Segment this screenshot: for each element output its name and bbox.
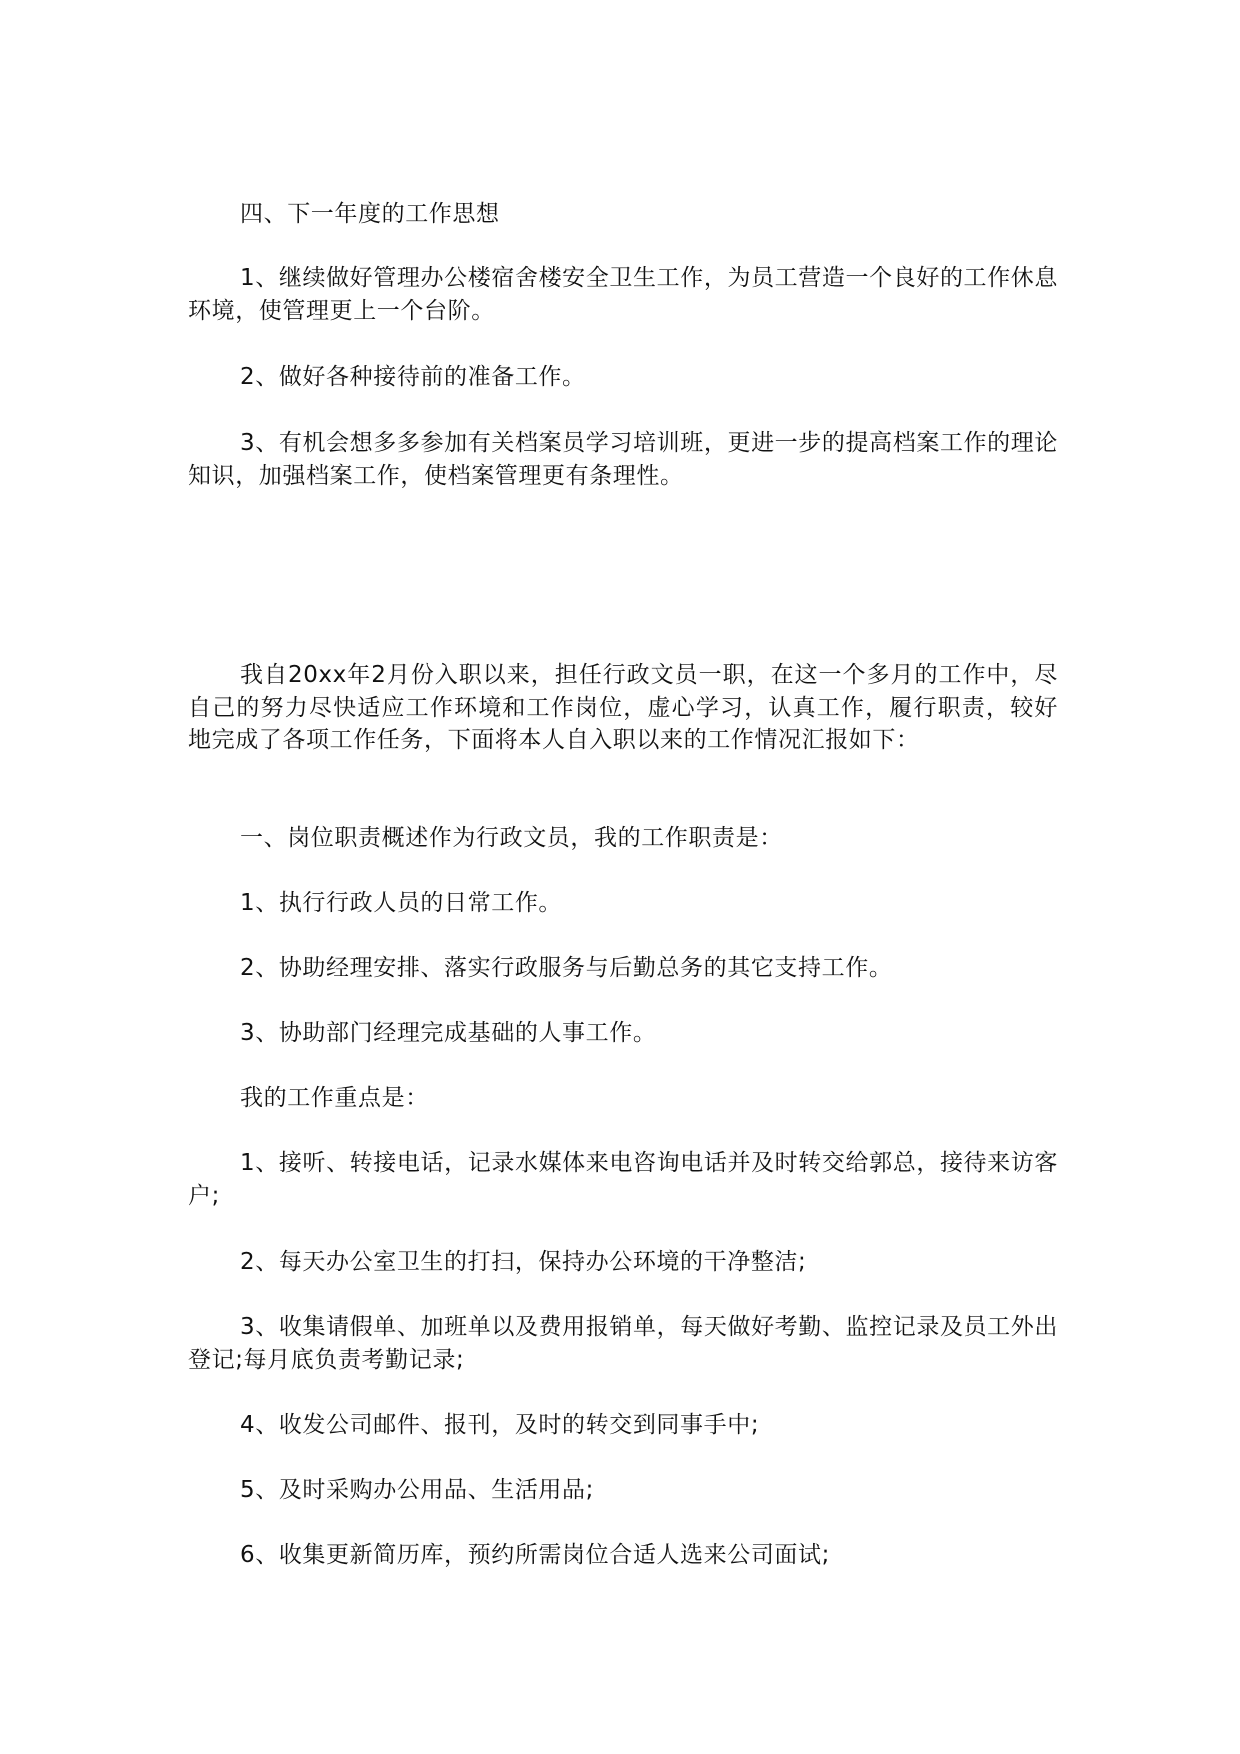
duty-item-2: 2、协助经理安排、落实行政服务与后勤总务的其它支持工作。 xyxy=(240,955,893,981)
plan-item-3: 3、有机会想多多参加有关档案员学习培训班，更进一步的提高档案工作的理论知识，加强档案工作，使档案管理更有条理性。 xyxy=(188,430,1058,489)
focus-item-3: 3、收集请假单、加班单以及费用报销单，每天做好考勤、监控记录及员工外出登记;每月底负责考勤记录; xyxy=(188,1314,1058,1373)
duty-item-1: 1、执行行政人员的日常工作。 xyxy=(240,890,563,916)
focus-item-5: 5、及时采购办公用品、生活用品; xyxy=(240,1477,594,1503)
focus-item-6: 6、收集更新简历库，预约所需岗位合适人选来公司面试; xyxy=(240,1542,830,1568)
plan-item-1: 1、继续做好管理办公楼宿舍楼安全卫生工作，为员工营造一个良好的工作休息环境，使管理更上一个台阶。 xyxy=(188,265,1058,324)
plan-item-2: 2、做好各种接待前的准备工作。 xyxy=(240,364,586,390)
duties-heading: 一、岗位职责概述作为行政文员，我的工作职责是： xyxy=(240,825,783,851)
intro-paragraph: 我自20xx年2月份入职以来，担任行政文员一职，在这一个多月的工作中，尽自己的努力尽快适应工作环境和工作岗位，虚心学习，认真工作，履行职责，较好地完成了各项工作任务，下面将本人自入职以来的工作情况汇报如下： xyxy=(188,662,1058,753)
focus-item-4: 4、收发公司邮件、报刊，及时的转交到同事手中; xyxy=(240,1412,760,1438)
focus-heading: 我的工作重点是： xyxy=(240,1085,429,1111)
focus-item-1: 1、接听、转接电话，记录水媒体来电咨询电话并及时转交给郭总，接待来访客户; xyxy=(188,1150,1058,1209)
duty-item-3: 3、协助部门经理完成基础的人事工作。 xyxy=(240,1020,657,1046)
section-heading-next-year-plan: 四、下一年度的工作思想 xyxy=(240,201,500,227)
focus-item-2: 2、每天办公室卫生的打扫，保持办公环境的干净整洁; xyxy=(240,1249,807,1275)
